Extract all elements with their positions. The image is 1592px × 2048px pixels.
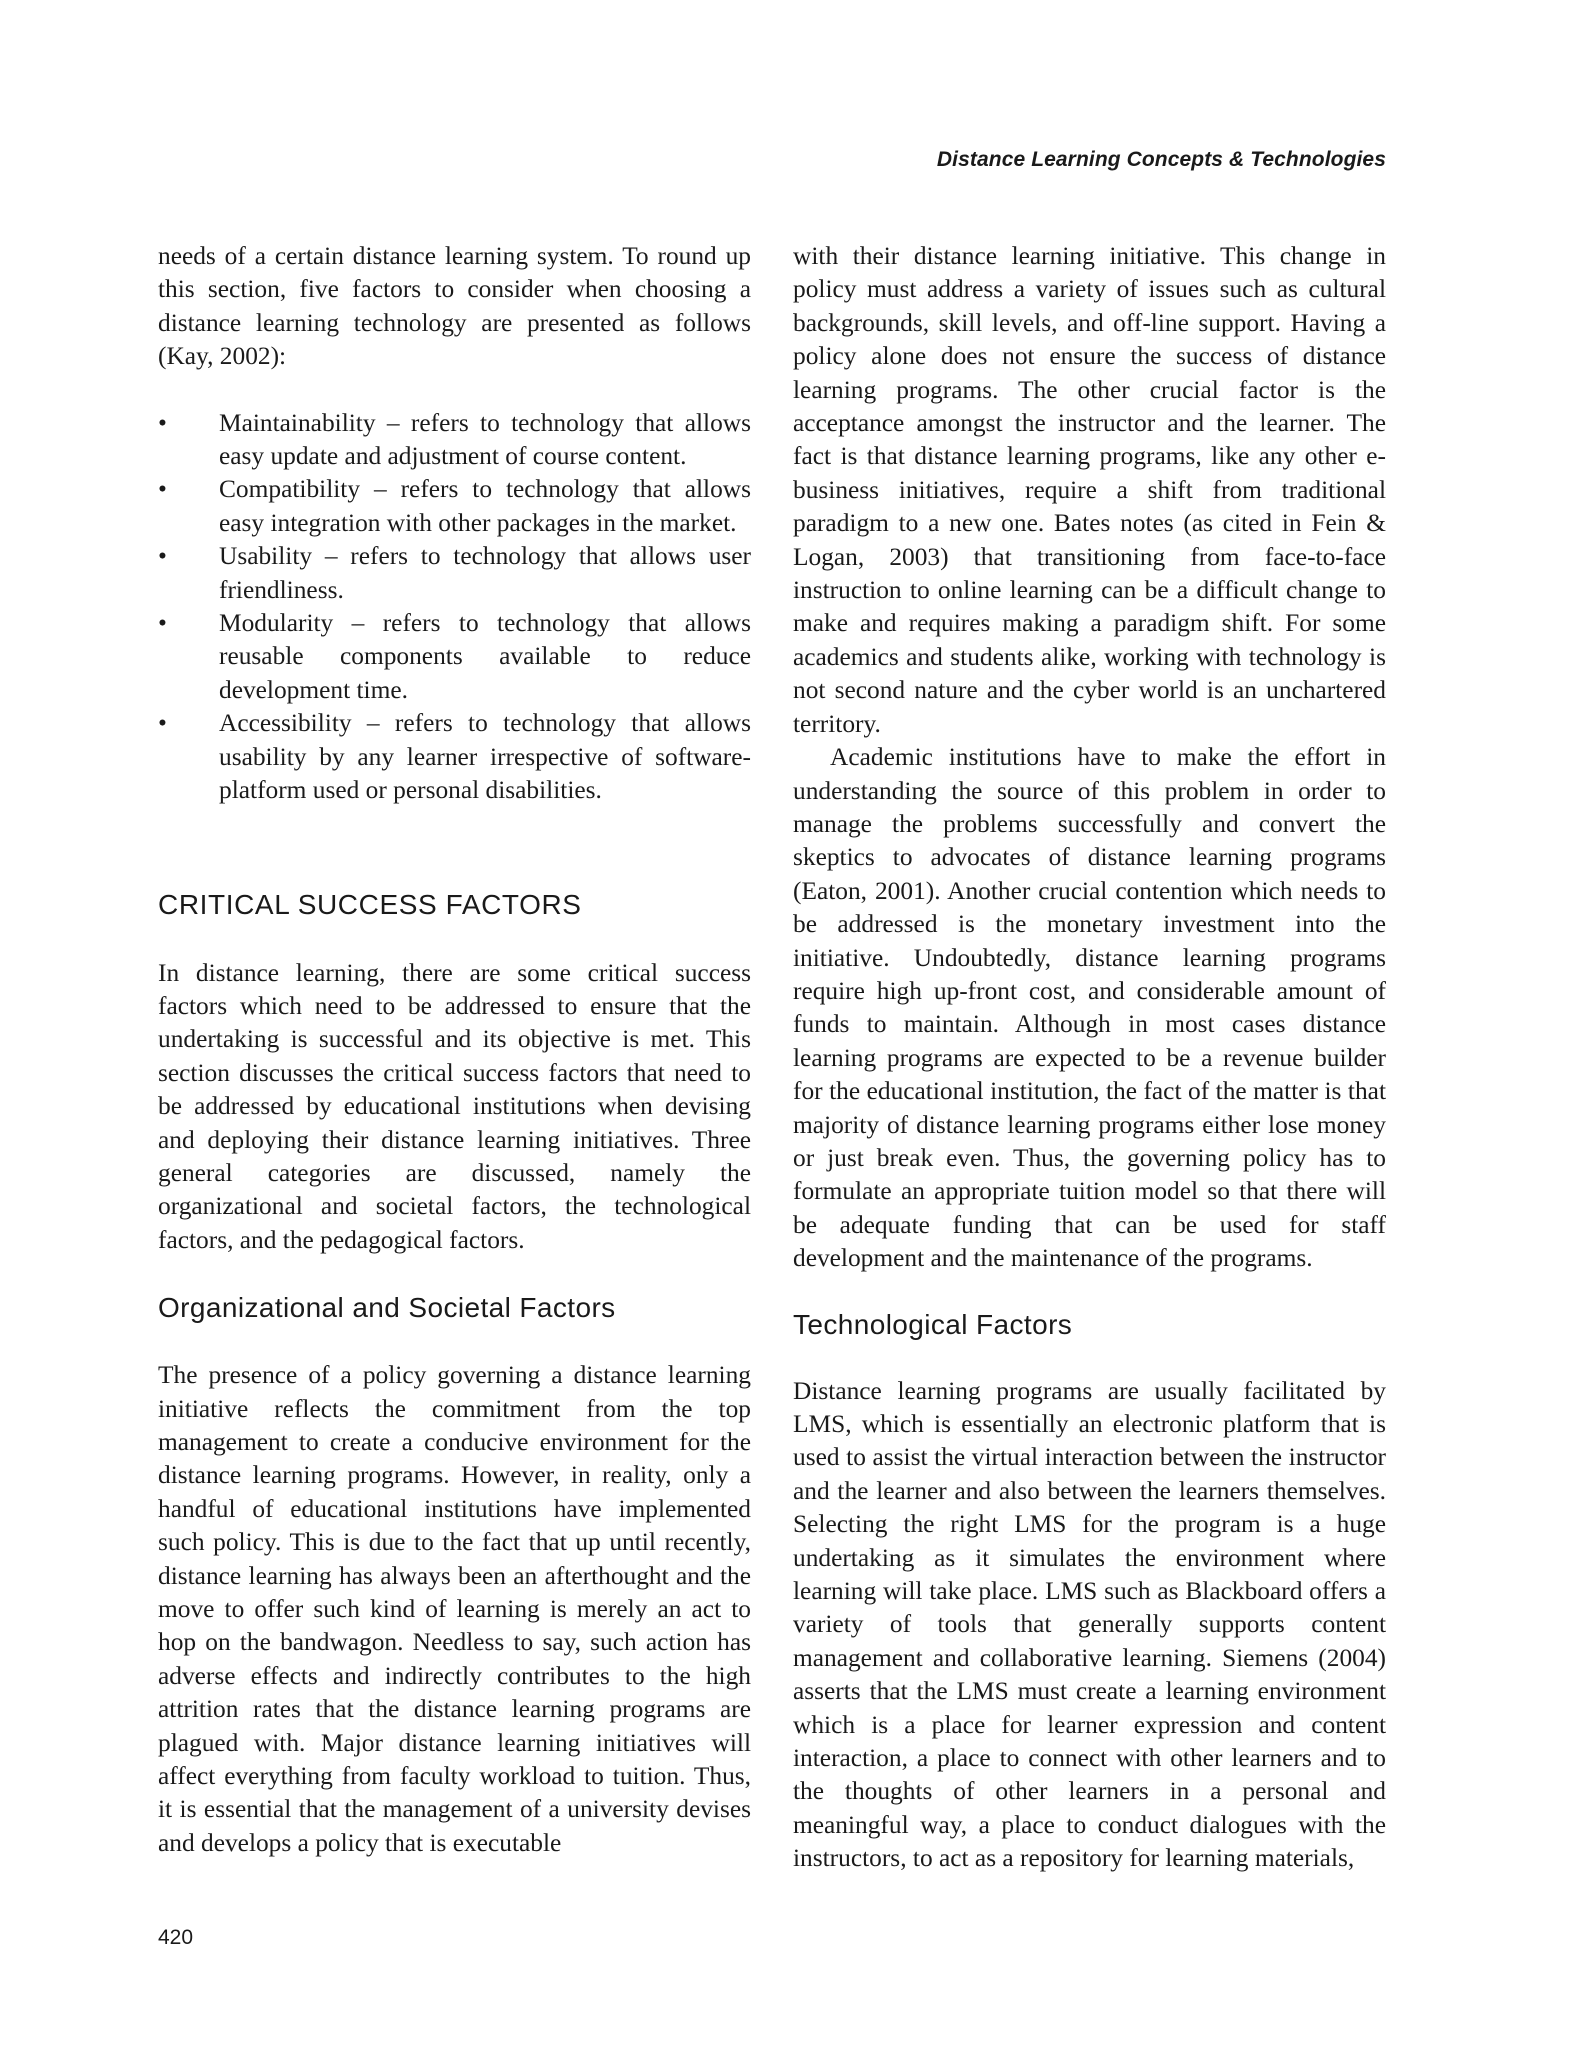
list-item	[158, 407, 751, 474]
list-item-text: Accessibility – refers to technology that allows usability by any learner irrespective of software-platform used or personal disabilities.	[219, 709, 751, 805]
list-item-text: Maintainability – refers to technology that allows easy update and adjustment of course content.	[219, 408, 751, 471]
list-item	[158, 473, 751, 540]
subsection-heading-organizational: Organizational and Societal Factors	[158, 1292, 616, 1324]
factor-list	[158, 407, 751, 808]
left-column	[158, 240, 751, 1860]
policy-paragraph: with their distance learning initiative. This change in policy must address a variety of issues such as cultural backgrounds, skill levels, and off-line support. Having a policy alone does not ensure the success of distance learning programs. The other crucial factor is the acceptance amongst the instructor and the learner. The fact is that distance learning programs, like any other e-business initiatives, require a shift from traditional paradigm to a new one. Bates notes (as cited in Fein & Logan, 2003) that transitioning from face-to-face instruction to online learning can be a difficult change to make and requires making a paradigm shift. For some academics and students alike, working with technology is not second nature and the cyber world is an unchartered territory.	[793, 242, 1386, 738]
list-item-text: Modularity – refers to technology that allows reusable components available to reduce development time.	[219, 609, 751, 704]
bullet-marker: •	[158, 408, 167, 437]
running-header: Distance Learning Concepts & Technologies	[936, 148, 1386, 171]
list-item-text: Usability – refers to technology that allows user friendliness.	[219, 542, 751, 604]
technological-paragraph: Distance learning programs are usually facilitated by LMS, which is essentially an electronic platform that is used to assist the virtual interaction between the instructor and the learner and also between the learners themselves. Selecting the right LMS for the program is a huge undertaking as it simulates the environment where learning will take place. LMS such as Blackboard offers a variety of tools that generally supports content management and collaborative learning. Siemens (2004) asserts that the LMS must create a learning environment which is a place for learner expression and content interaction, a place to connect with other learners and to the thoughts of other learners in a personal and meaningful way, a place to conduct dialogues with the instructors, to act as a repository for learning materials,	[793, 1376, 1386, 1873]
institutions-paragraph: Academic institutions have to make the effort in understanding the source of this problem in order to manage the problems successfully and convert the skeptics to advocates of distance learning programs (Eaton, 2001). Another crucial contention which needs to be addressed is the monetary investment into the initiative. Undoubtedly, distance learning programs require high up-front cost, and considerable amount of funds to maintain. Although in most cases distance learning programs are expected to be a revenue builder for the educational institution, the fact of the matter is that majority of distance learning programs either lose money or just break even. Thus, the governing policy has to formulate an appropriate tuition model so that there will be adequate funding that can be used for staff development and the maintenance of the programs.	[793, 743, 1386, 1273]
right-column	[793, 240, 1386, 1876]
organizational-paragraph: The presence of a policy governing a distance learning initiative reflects the commitment from the top management to create a conducive environment for the distance learning programs. However, in reality, only a handful of educational institutions have implemented such policy. This is due to the fact that up until recently, distance learning has always been an afterthought and the move to offer such kind of learning is merely an act to hop on the bandwagon. Needless to say, such action has adverse effects and indirectly contributes to the high attrition rates that the distance learning programs are plagued with. Major distance learning initiatives will affect everything from faculty workload to tuition. Thus, it is essential that the management of a university devises and develops a policy that is executable	[158, 1361, 751, 1857]
section-paragraph: In distance learning, there are some critical success factors which need to be addressed to ensure that the undertaking is successful and its objective is met. This section discusses the critical success factors that need to be addressed by educational institutions when devising and deploying their distance learning initiatives. Three general categories are discussed, namely the organizational and societal factors, the technological factors, and the pedagogical factors.	[158, 958, 751, 1254]
bullet-marker: •	[158, 475, 167, 504]
intro-paragraph: needs of a certain distance learning system. To round up this section, five factors to consider when choosing a distance learning technology are presented as follows (Kay, 2002):	[158, 242, 751, 371]
bullet-marker: •	[158, 542, 167, 571]
subsection-heading-technological: Technological Factors	[793, 1308, 1073, 1340]
section-heading: CRITICAL SUCCESS FACTORS	[158, 888, 582, 920]
bullet-marker: •	[158, 609, 167, 638]
list-item-text: Compatibility – refers to technology that allows easy integration with other packages in the market.	[219, 475, 751, 537]
list-item	[158, 707, 751, 807]
page-number: 420	[158, 1926, 194, 1949]
list-item	[158, 540, 751, 607]
bullet-marker: •	[158, 709, 167, 738]
list-item	[158, 607, 751, 707]
